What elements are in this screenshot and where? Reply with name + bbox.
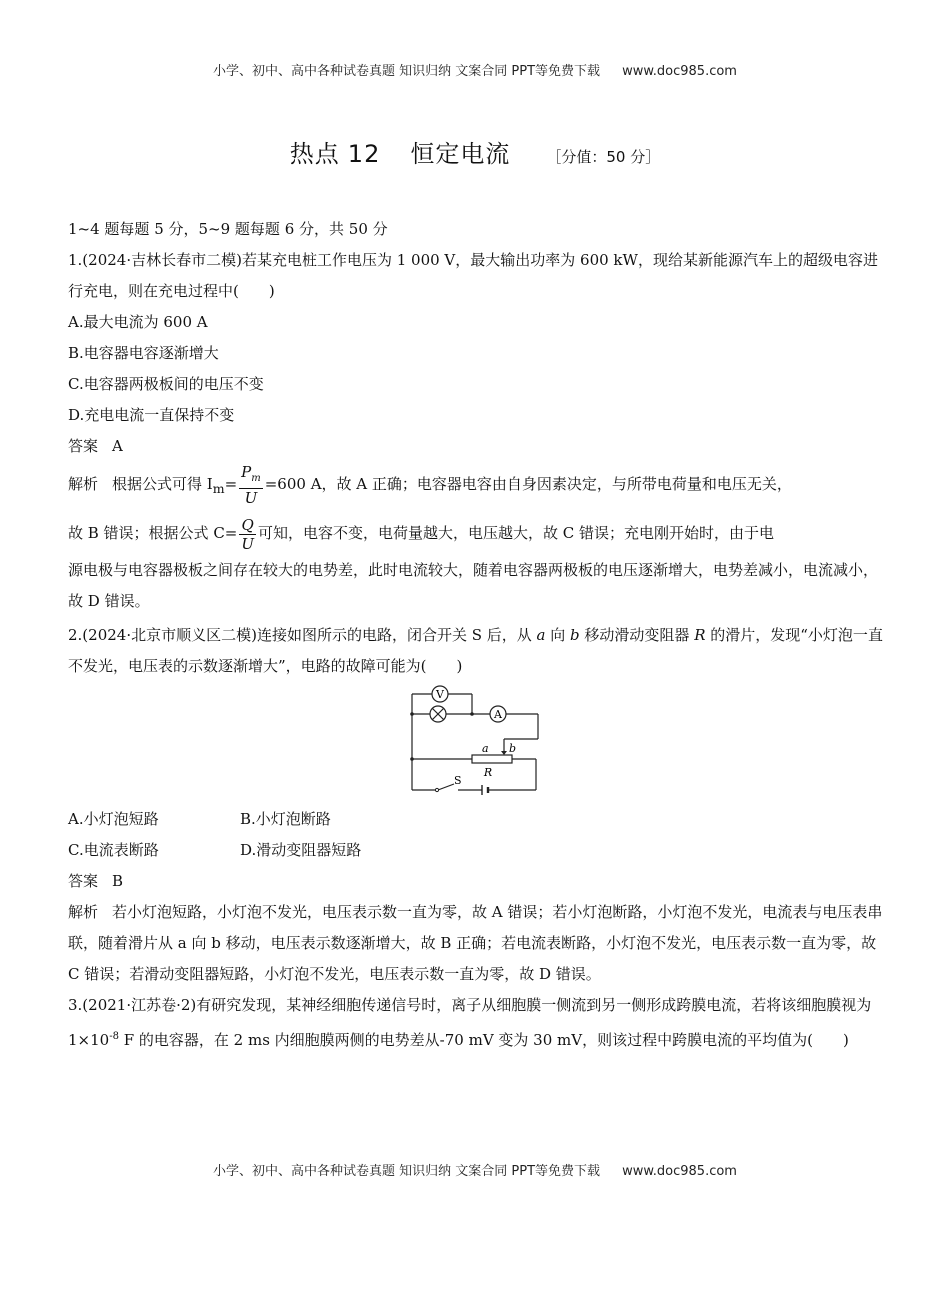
point-b: b xyxy=(570,626,580,644)
question-2-answer xyxy=(68,866,883,897)
page-footer xyxy=(0,1160,950,1179)
analysis-text: 根据公式可得 I xyxy=(112,475,213,493)
question-1-option-b: B.电容器电容逐渐增大 xyxy=(68,344,219,362)
question-3-stem xyxy=(68,990,883,1056)
switch-label: S xyxy=(454,774,462,787)
stem-text: 3.(2021·江苏卷·2)有研究发现，某神经细胞传递信号时，离子从细胞膜一侧流到另一侧形成跨膜电流，若将该细胞膜视为 1×10 xyxy=(68,996,872,1049)
answer-label: 答案 xyxy=(68,872,99,890)
footer-url[interactable]: www.doc985.com xyxy=(622,1164,737,1179)
fraction-denominator: U xyxy=(244,489,258,507)
question-2-analysis xyxy=(68,897,883,990)
header-url[interactable]: www.doc985.com xyxy=(622,64,737,79)
question-2-option-c: C.电流表断路 xyxy=(68,841,159,859)
question-1-stem: 1.(2024·吉林长春市二模)若某充电桩工作电压为 1 000 V，最大输出功率为 600 kW，现给某新能源汽车上的超级电容进行充电，则在充电过程中( ) xyxy=(68,251,878,300)
ammeter-label: A xyxy=(494,708,502,721)
analysis-text: 故 B 错误；根据公式 C= xyxy=(68,524,238,542)
question-1-answer xyxy=(68,431,883,462)
equals-sign: = xyxy=(224,475,238,493)
resistor-symbol: R xyxy=(694,626,706,644)
subscript: m xyxy=(212,481,225,496)
answer-value: B xyxy=(112,872,124,890)
fraction-numerator: Q xyxy=(239,516,256,535)
question-1-analysis-line-3: 源电极与电容器极板之间存在较大的电势差，此时电流较大，随着电容器两极板的电压逐渐增大，电势差减小，电流减小，故 D 错误。 xyxy=(68,561,879,610)
point-a: a xyxy=(536,626,546,644)
title-prefix: 热点 xyxy=(289,140,340,168)
analysis-label: 解析 xyxy=(68,903,99,921)
stem-text: 的滑片，发现“小灯泡一直不发光，电压表的示数逐渐增大”，电路的故障可能为( ) xyxy=(68,626,883,675)
title-number: 12 xyxy=(347,140,381,168)
question-2-option-d: D.滑动变阻器短路 xyxy=(240,841,362,859)
question-1-option-c: C.电容器两极板间的电压不变 xyxy=(68,375,264,393)
question-1-option-a: A.最大电流为 600 A xyxy=(68,313,208,331)
stem-text: 2.(2024·北京市顺义区二模)连接如图所示的电路，闭合开关 S 后，从 xyxy=(68,626,537,644)
question-2-option-b: B.小灯泡断路 xyxy=(240,810,331,828)
question-2-stem xyxy=(68,620,883,682)
stem-text: 移动滑动变阻器 xyxy=(579,626,695,644)
stem-text: 向 xyxy=(545,626,571,644)
question-1-analysis-line-2 xyxy=(68,511,883,555)
analysis-text: =600 A，故 A 正确；电容器电容由自身因素决定，与所带电荷量和电压无关， xyxy=(264,475,792,493)
answer-value: A xyxy=(112,437,123,455)
fraction-denominator: U xyxy=(241,534,255,553)
rheostat-label: R xyxy=(483,766,493,779)
analysis-label: 解析 xyxy=(68,475,99,493)
stem-text: F 的电容器，在 2 ms 内细胞膜两侧的电势差从-70 mV 变为 30 mV，则该过程中跨膜电流的平均值为( ) xyxy=(118,1031,849,1049)
footer-text: 小学、初中、高中各种试卷真题 知识归纳 文案合同 PPT等免费下载 xyxy=(213,1164,601,1179)
fraction-p-over-u xyxy=(239,463,263,507)
fraction-numerator: P xyxy=(241,463,252,481)
fraction-numerator-sub: m xyxy=(251,473,261,484)
fraction-q-over-u xyxy=(239,516,256,553)
title-score: ［分值：50 分］ xyxy=(546,148,661,166)
question-1-option-d: D.充电电流一直保持不变 xyxy=(68,406,235,424)
answer-label: 答案 xyxy=(68,437,99,455)
question-2-option-a: A.小灯泡短路 xyxy=(68,810,159,828)
header-text: 小学、初中、高中各种试卷真题 知识归纳 文案合同 PPT等免费下载 xyxy=(213,64,601,79)
page-title xyxy=(0,134,950,169)
terminal-a-label: a xyxy=(482,742,489,755)
question-2-options-row-2 xyxy=(68,835,883,866)
analysis-text: 若小灯泡短路，小灯泡不发光，电压表示数一直为零，故 A 错误；若小灯泡断路，小灯泡不发光，电流表与电压表串联，随着滑片从 a 向 b 移动，电压表示数逐渐增大，故 B 正确；若电流表断路，小灯泡不发光，电压表示数一直为零，故 C 错误；若滑动变阻器短路，小灯泡不发光，电压表示数一直为零，故 D 错误。 xyxy=(68,903,883,983)
page-header xyxy=(0,60,950,79)
exponent: -8 xyxy=(109,1031,119,1042)
question-2-options-row-1 xyxy=(68,804,883,835)
terminal-b-label: b xyxy=(509,742,517,755)
analysis-text: 可知，电容不变，电荷量越大，电压越大，故 C 错误；充电刚开始时，由于电 xyxy=(258,524,775,542)
question-1-analysis-line-1 xyxy=(68,462,883,511)
title-topic: 恒定电流 xyxy=(410,140,511,168)
circuit-diagram xyxy=(68,684,883,800)
document-body xyxy=(68,214,883,1056)
voltmeter-label: V xyxy=(436,688,444,701)
circuit-svg xyxy=(408,684,618,796)
scoring-intro: 1~4 题每题 5 分，5~9 题每题 6 分，共 50 分 xyxy=(68,220,388,238)
